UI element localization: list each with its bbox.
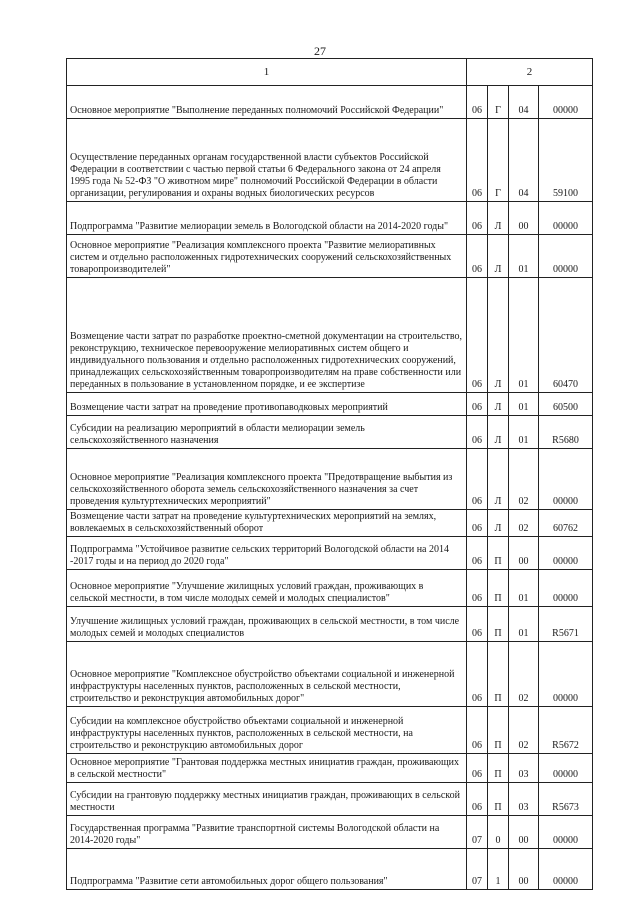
- table-row: [67, 849, 593, 890]
- row-code-c1: 06: [467, 202, 488, 235]
- row-description: Основное мероприятие "Комплексное обустройство объектами социальной и инженерной инфраструктуры населенных пунктов, расположенных в сельской местности, строительство и реконструкция автомобильных дорог": [67, 642, 467, 707]
- row-code-c1: 06: [467, 416, 488, 449]
- row-code-c2: П: [488, 783, 509, 816]
- table-row: [67, 537, 593, 570]
- row-code-c4: 00000: [539, 449, 593, 510]
- table-row: [67, 707, 593, 754]
- row-code-c1: 06: [467, 119, 488, 202]
- row-code-c4: 00000: [539, 235, 593, 278]
- row-description: Подпрограмма "Развитие сети автомобильных дорог общего пользования": [67, 849, 467, 890]
- row-code-c3: 00: [509, 202, 539, 235]
- row-code-c4: 59100: [539, 119, 593, 202]
- row-code-c4: 00000: [539, 570, 593, 607]
- row-code-c2: Л: [488, 449, 509, 510]
- row-code-c4: 00000: [539, 537, 593, 570]
- table-header-row: [67, 59, 593, 86]
- table-row: [67, 86, 593, 119]
- row-description: Основное мероприятие "Реализация комплексного проекта "Предотвращение выбытия из сельскохозяйственного оборота земель сельскохозяйственного назначения за счет проведения культуртехнических мероприятий": [67, 449, 467, 510]
- row-code-c2: Л: [488, 510, 509, 537]
- row-code-c3: 00: [509, 537, 539, 570]
- budget-table: [66, 58, 593, 890]
- row-code-c4: R5671: [539, 607, 593, 642]
- row-code-c3: 01: [509, 416, 539, 449]
- row-description: Возмещение части затрат на проведение культуртехнических мероприятий на землях, вовлекаемых в сельскохозяйственный оборот: [67, 510, 467, 537]
- row-code-c2: 0: [488, 816, 509, 849]
- row-code-c2: Г: [488, 86, 509, 119]
- row-description: Субсидии на комплексное обустройство объектами социальной и инженерной инфраструктуры населенных пунктов, расположенных в сельской местности, на строительство и реконструкцию автомобильных дорог: [67, 707, 467, 754]
- row-code-c3: 04: [509, 86, 539, 119]
- row-code-c4: 60500: [539, 393, 593, 416]
- row-description: Государственная программа "Развитие транспортной системы Вологодской области на 2014-2020 годы": [67, 816, 467, 849]
- row-code-c3: 02: [509, 642, 539, 707]
- table-row: [67, 783, 593, 816]
- row-code-c4: R5680: [539, 416, 593, 449]
- row-code-c2: Л: [488, 393, 509, 416]
- row-code-c4: 00000: [539, 202, 593, 235]
- row-code-c4: R5672: [539, 707, 593, 754]
- row-code-c3: 02: [509, 510, 539, 537]
- row-description: Основное мероприятие "Выполнение переданных полномочий Российской Федерации": [67, 86, 467, 119]
- row-code-c1: 06: [467, 754, 488, 783]
- row-code-c1: 06: [467, 510, 488, 537]
- header-col-1: 1: [67, 59, 467, 86]
- row-code-c2: П: [488, 707, 509, 754]
- row-code-c3: 01: [509, 607, 539, 642]
- row-code-c1: 06: [467, 607, 488, 642]
- table-row: [67, 416, 593, 449]
- row-code-c3: 01: [509, 235, 539, 278]
- page-number: 27: [314, 44, 326, 58]
- row-code-c4: 00000: [539, 86, 593, 119]
- row-code-c4: 00000: [539, 754, 593, 783]
- row-code-c1: 06: [467, 86, 488, 119]
- row-code-c1: 06: [467, 642, 488, 707]
- table-row: [67, 570, 593, 607]
- row-code-c1: 06: [467, 393, 488, 416]
- row-code-c1: 07: [467, 816, 488, 849]
- row-code-c3: 03: [509, 754, 539, 783]
- row-description: Основное мероприятие "Грантовая поддержка местных инициатив граждан, проживающих в сельской местности": [67, 754, 467, 783]
- table-row: [67, 278, 593, 393]
- row-code-c1: 07: [467, 849, 488, 890]
- row-code-c3: 02: [509, 707, 539, 754]
- row-description: Основное мероприятие "Реализация комплексного проекта "Развитие мелиоративных систем и отдельно расположенных гидротехнических сооружений сельскохозяйственных товаропроизводителей": [67, 235, 467, 278]
- row-code-c3: 01: [509, 393, 539, 416]
- row-code-c2: Л: [488, 416, 509, 449]
- row-code-c1: 06: [467, 783, 488, 816]
- row-code-c3: 00: [509, 849, 539, 890]
- table-row: [67, 816, 593, 849]
- row-code-c1: 06: [467, 235, 488, 278]
- row-code-c4: 60762: [539, 510, 593, 537]
- row-description: Возмещение части затрат на проведение противопаводковых мероприятий: [67, 393, 467, 416]
- row-description: Субсидии на грантовую поддержку местных инициатив граждан, проживающих в сельской местности: [67, 783, 467, 816]
- row-description: Подпрограмма "Устойчивое развитие сельских территорий Вологодской области на 2014 -2017 годы и на период до 2020 года": [67, 537, 467, 570]
- row-code-c2: П: [488, 754, 509, 783]
- row-description: Подпрограмма "Развитие мелиорации земель в Вологодской области на 2014-2020 годы": [67, 202, 467, 235]
- row-code-c2: Г: [488, 119, 509, 202]
- row-code-c3: 04: [509, 119, 539, 202]
- row-description: Улучшение жилищных условий граждан, проживающих в сельской местности, в том числе молодых семей и молодых специалистов: [67, 607, 467, 642]
- table-row: [67, 607, 593, 642]
- table-row: [67, 202, 593, 235]
- row-code-c4: R5673: [539, 783, 593, 816]
- row-code-c3: 00: [509, 816, 539, 849]
- row-code-c1: 06: [467, 570, 488, 607]
- row-code-c2: Л: [488, 235, 509, 278]
- row-code-c3: 02: [509, 449, 539, 510]
- row-code-c4: 60470: [539, 278, 593, 393]
- row-code-c3: 01: [509, 570, 539, 607]
- table-row: [67, 393, 593, 416]
- row-code-c1: 06: [467, 449, 488, 510]
- header-col-2: 2: [467, 59, 593, 86]
- row-code-c4: 00000: [539, 816, 593, 849]
- row-description: Возмещение части затрат по разработке проектно-сметной документации на строительство, реконструкцию, техническое перевооружение мелиоративных систем общего и индивидуального пользования и отдельно расположенных гидротехнических сооружений, принадлежащих сельскохозяйственным товаропроизводителям на праве собственности или переданных в пользование в установленном порядке, и ее экспертизе: [67, 278, 467, 393]
- table-row: [67, 449, 593, 510]
- row-code-c1: 06: [467, 278, 488, 393]
- row-code-c1: 06: [467, 707, 488, 754]
- table-row: [67, 754, 593, 783]
- row-code-c4: 00000: [539, 849, 593, 890]
- table-row: [67, 642, 593, 707]
- row-code-c2: 1: [488, 849, 509, 890]
- row-code-c2: П: [488, 642, 509, 707]
- row-code-c3: 03: [509, 783, 539, 816]
- row-code-c2: П: [488, 537, 509, 570]
- row-code-c4: 00000: [539, 642, 593, 707]
- table-row: [67, 119, 593, 202]
- row-description: Основное мероприятие "Улучшение жилищных условий граждан, проживающих в сельской местности, в том числе молодых семей и молодых специалистов": [67, 570, 467, 607]
- row-description: Осуществление переданных органам государственной власти субъектов Российской Федерации в соответствии с частью первой статьи 6 Федерального закона от 24 апреля 1995 года № 52-ФЗ "О животном мире" полномочий Российской Федерации в области организации, регулирования и охраны водных биологических ресурсов: [67, 119, 467, 202]
- row-code-c1: 06: [467, 537, 488, 570]
- row-code-c2: П: [488, 607, 509, 642]
- row-description: Субсидии на реализацию мероприятий в области мелиорации земель сельскохозяйственного назначения: [67, 416, 467, 449]
- row-code-c3: 01: [509, 278, 539, 393]
- row-code-c2: Л: [488, 202, 509, 235]
- row-code-c2: Л: [488, 278, 509, 393]
- table-row: [67, 235, 593, 278]
- row-code-c2: П: [488, 570, 509, 607]
- table-row: [67, 510, 593, 537]
